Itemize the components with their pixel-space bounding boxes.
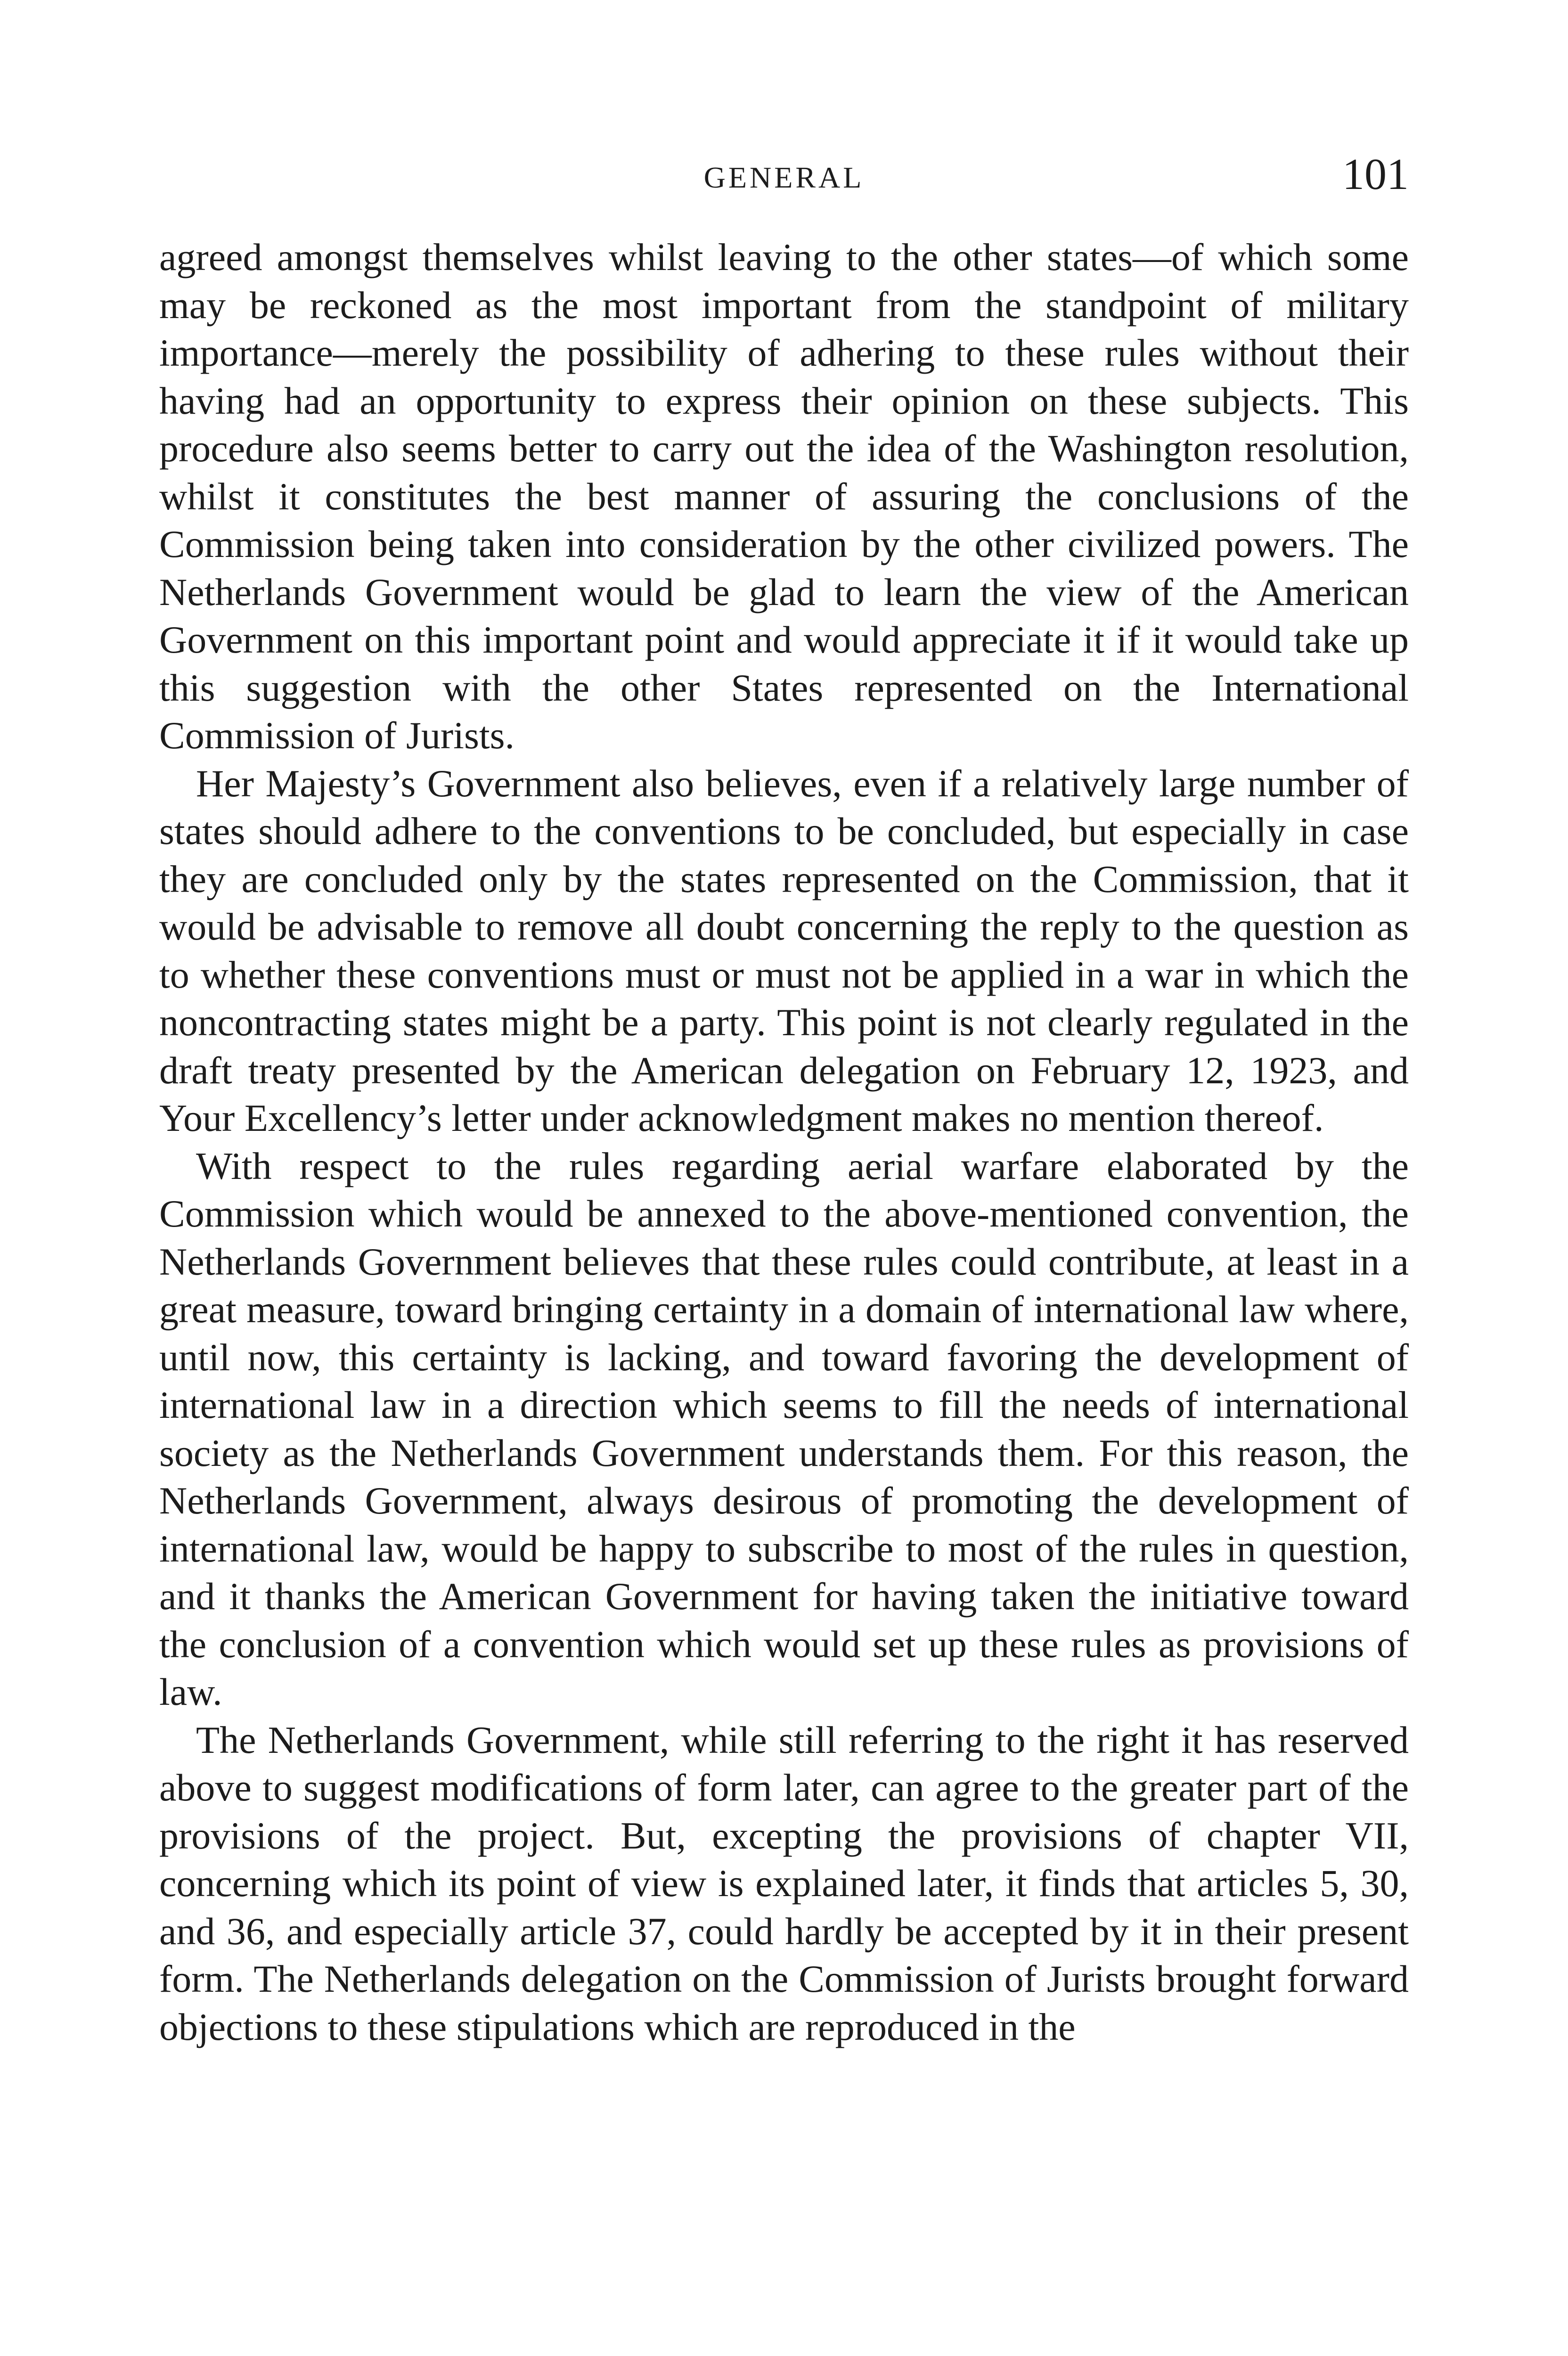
page-number: 101 — [1342, 150, 1409, 199]
paragraph: agreed amongst themselves whilst leaving to the other states—of which some may be reckoned as the most important from the standpoint of military importance—merely the possibility of adhering to these rules without their having had an opportunity to express their opinion on these subjects. This procedure also seems better to carry out the idea of the Washington resolution, whilst it constitutes the best manner of assuring the conclusions of the Commission being taken into consideration by the other civilized powers. The Netherlands Government would be glad to learn the view of the American Government on this important point and would appreciate it if it would take up this suggestion with the other States represented on the International Commission of Jurists. — [159, 236, 1409, 757]
body-text — [159, 233, 1409, 2051]
running-head — [159, 151, 1409, 203]
section-title: GENERAL — [703, 161, 865, 194]
paragraph: Her Majesty’s Government also believes, even if a relatively large number of states should adhere to the conventions to be concluded, but especially in case they are concluded only by the states represented on the Commission, that it would be advisable to remove all doubt concerning the reply to the question as to whether these conventions must or must not be applied in a war in which the noncontracting states might be a party. This point is not clearly regulated in the draft treaty presented by the American delegation on February 12, 1923, and Your Excellency’s letter under acknowledgment makes no mention thereof. — [159, 761, 1409, 1139]
paragraph: The Netherlands Government, while still referring to the right it has reserved above to suggest modifications of form later, can agree to the greater part of the provisions of the project. But, excepting the provisions of chapter VII, concerning which its point of view is explained later, it finds that articles 5, 30, and 36, and especially article 37, could hardly be accepted by it in their present form. The Netherlands delegation on the Commission of Jurists brought forward objections to these stipulations which are reproduced in the — [159, 1718, 1409, 2048]
paragraph: With respect to the rules regarding aerial warfare elaborated by the Commission which would be annexed to the above-mentioned convention, the Netherlands Government believes that these rules could contribute, at least in a great measure, toward bringing certainty in a domain of international law where, until now, this certainty is lacking, and toward favoring the development of international law in a direction which seems to fill the needs of international society as the Netherlands Government understands them. For this reason, the Netherlands Government, always desirous of promoting the development of international law, would be happy to subscribe to most of the rules in question, and it thanks the American Government for having taken the initiative toward the conclusion of a convention which would set up these rules as provisions of law. — [159, 1144, 1409, 1713]
